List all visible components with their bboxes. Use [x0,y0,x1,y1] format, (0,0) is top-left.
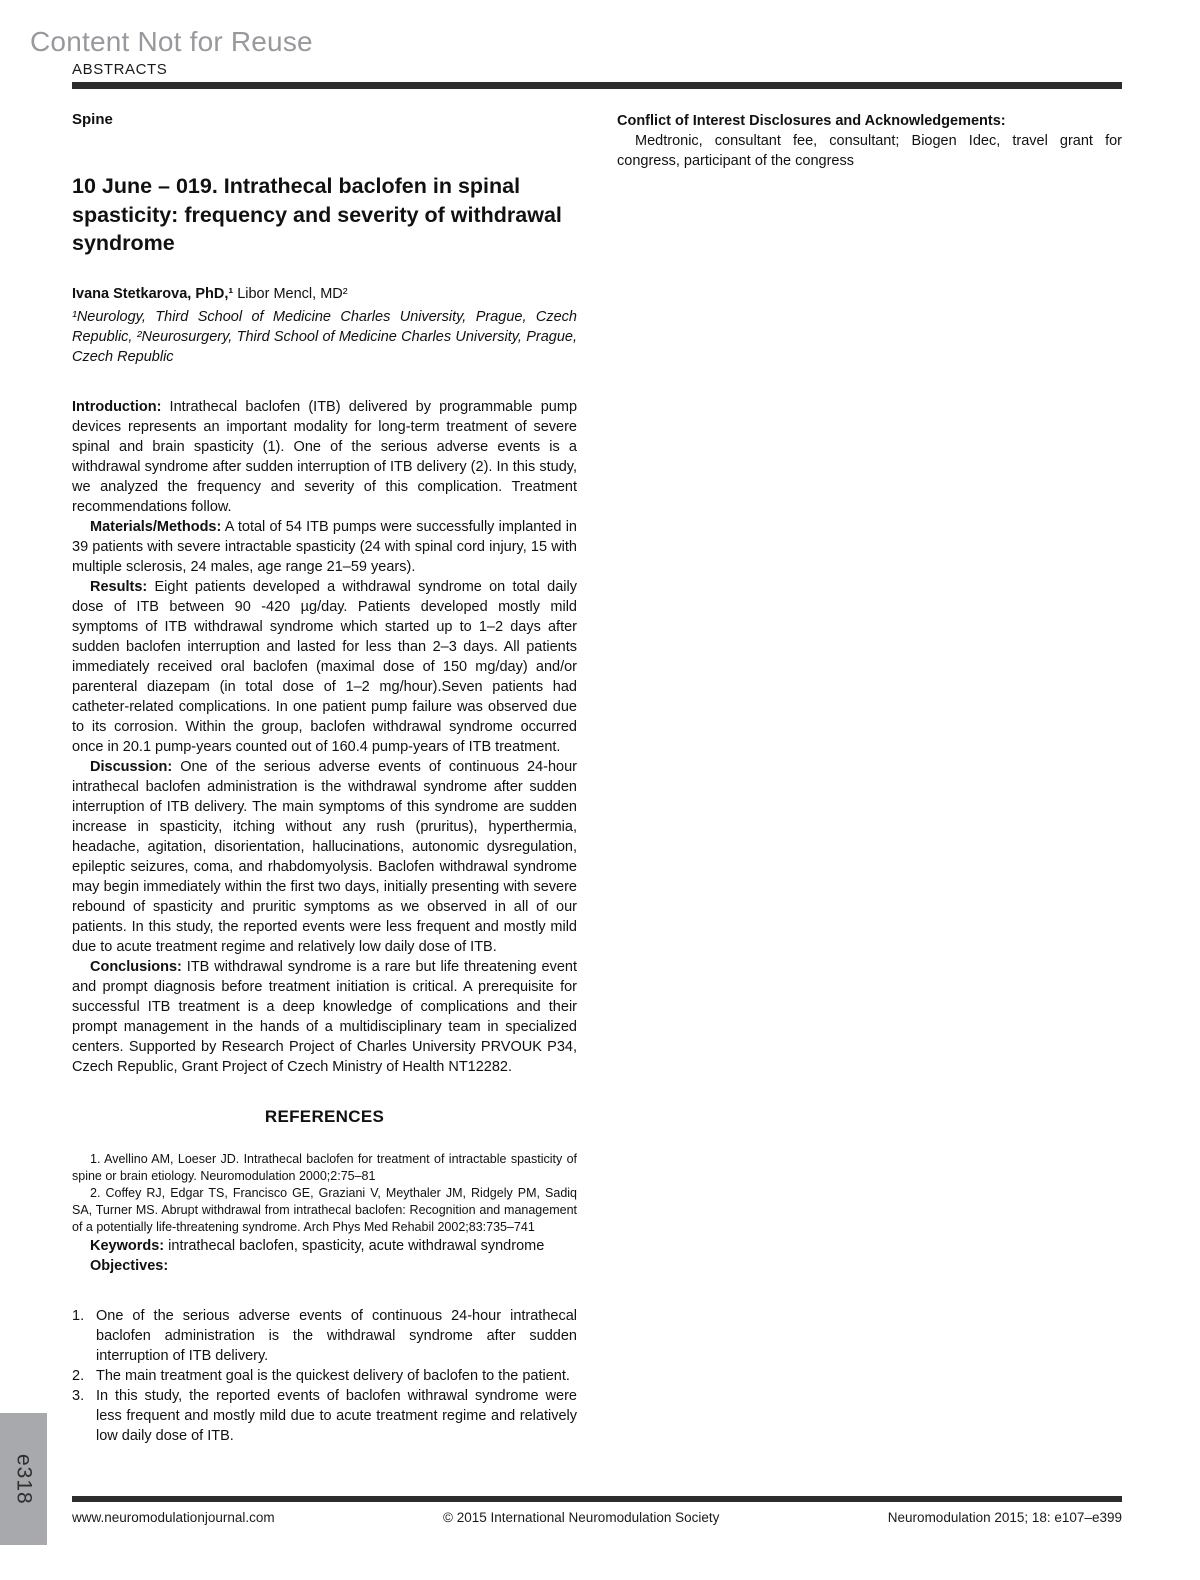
objective-number-1: 1. [72,1307,85,1324]
disclosures-column [617,105,1122,1446]
paragraph-introduction-label: Introduction: [72,398,162,415]
author-secondary: Libor Mencl, MD² [233,285,348,302]
footer-copyright: © 2015 International Neuromodulation Society [443,1510,720,1525]
objective-number-3: 3. [72,1387,85,1404]
paragraph-discussion [72,757,577,957]
paragraph-results [72,577,577,757]
page-number-tab [0,1413,47,1545]
paragraph-discussion-label: Discussion: [90,758,173,775]
objective-number-2: 2. [72,1367,85,1384]
paragraph-materials-methods-label: Materials/Methods: [90,518,222,535]
objective-item-2 [72,1366,577,1386]
paragraph-introduction [72,397,577,517]
objective-item-3 [72,1386,577,1446]
page-number: e318 [12,1453,36,1505]
objective-text-3: In this study, the reported events of baclofen withrawal syndrome were less frequent and mostly mild due to acute treatment regime and relatively low daily dose of ITB. [96,1387,577,1444]
objective-text-2: The main treatment goal is the quickest delivery of baclofen to the patient. [96,1367,570,1384]
author-line [72,284,577,304]
objectives-label: Objectives: [90,1257,169,1274]
paragraph-materials-methods [72,517,577,577]
reference-item-2: 2. Coffey RJ, Edgar TS, Francisco GE, Graziani V, Meythaler JM, Ridgely PM, Sadiq SA, Turner MS. Abrupt withdrawal from intrathecal baclofen: Recognition and management of a potentially life-threatening syndrome. Arch Phys Med Rehabil 2002;83:735–741 [72,1185,577,1234]
objective-item-1 [72,1306,577,1366]
page-footer [72,1510,1122,1525]
footer-journal-url[interactable]: www.neuromodulationjournal.com [72,1510,275,1525]
paragraph-conclusions-text: ITB withdrawal syndrome is a rare but life threatening event and prompt diagnosis before treatment initiation is critical. A prerequisite for successful ITB treatment is a deep knowledge of complications and their prompt management in the hands of a multidisciplinary team in specialized centers. Supported by Research Project of Charles University PRVOUK P34, Czech Republic, Grant Project of Czech Ministry of Health NT12282. [72,958,578,1075]
paragraph-discussion-text: One of the serious adverse events of continuous 24-hour intrathecal baclofen administration is the withdrawal syndrome after sudden interruption of ITB delivery. The main symptoms of this syndrome are sudden increase in spasticity, itching without any rush (pruritus), hyperthermia, headache, agitation, disorientation, hallucinations, autonomic dysregulation, epileptic seizures, coma, and rhabdomyolysis. Baclofen withdrawal syndrome may begin immediately within the first two days, initially presenting with severe rebound of spasticity and pruritic symptoms as we observed in all of our patients. In this study, the reported events were less frequent and mostly mild due to acute treatment regime and relatively low daily dose of ITB. [72,758,577,955]
paragraph-introduction-text: Intrathecal baclofen (ITB) delivered by programmable pump devices represents an important modality for long-term treatment of severe spinal and brain spasticity (1). One of the serious adverse events is a withdrawal syndrome after sudden interruption of ITB delivery (2). In this study, we analyzed the frequency and severity of this complication. Treatment recommendations follow. [72,398,578,515]
section-label: ABSTRACTS [72,61,168,78]
reference-item-1: 1. Avellino AM, Loeser JD. Intrathecal baclofen for treatment of intractable spasticity of spine or brain etiology. Neuromodulation 2000;2:75–81 [72,1151,577,1183]
watermark-text: Content Not for Reuse [30,26,313,57]
paragraph-conclusions-label: Conclusions: [90,958,182,975]
author-primary: Ivana Stetkarova, PhD,¹ [72,285,234,302]
disclosures-heading: Conflict of Interest Disclosures and Acknowledgements: [617,113,1006,129]
paragraph-conclusions [72,957,577,1077]
footer-citation: Neuromodulation 2015; 18: e107–e399 [887,1510,1122,1525]
disclosures-text: Medtronic, consultant fee, consultant; Biogen Idec, travel grant for congress, participant of the congress [617,133,1122,169]
paragraph-results-label: Results: [90,578,148,595]
page-content [72,105,1122,1446]
paragraph-materials-methods-text: A total of 54 ITB pumps were successfully implanted in 39 patients with severe intractable spasticity (24 with spinal cord injury, 15 with multiple sclerosis, 24 males, age range 21–59 years). [72,518,577,575]
keywords-label: Keywords: [90,1237,165,1254]
keywords-line [72,1236,577,1256]
top-rule-divider [72,82,1122,89]
affiliations-line: ¹Neurology, Third School of Medicine Charles University, Prague, Czech Republic, ²Neurosurgery, Third School of Medicine Charles University, Prague, Czech Republic [72,308,577,365]
paragraph-results-text: Eight patients developed a withdrawal syndrome on total daily dose of ITB between 90 -420 µg/day. Patients developed mostly mild symptoms of ITB withdrawal syndrome which started up to 1–2 days after sudden baclofen interruption and lasted for less than 2–3 days. All patients immediately received oral baclofen (maximal dose of 150 mg/day) and/or parenteral diazepam (in total dose of 1–2 mg/hour).Seven patients had catheter-related complications. In one patient pump failure was observed due to its corrosion. Within the group, baclofen withdrawal syndrome occurred once in 20.1 pump-years counted out of 160.4 pump-years of ITB treatment. [72,578,577,755]
objectives-label-line [72,1256,577,1276]
keywords-text: intrathecal baclofen, spasticity, acute withdrawal syndrome [168,1237,545,1254]
references-heading: REFERENCES [264,1106,385,1126]
objectives-list [72,1306,577,1446]
topic-label: Spine [72,111,113,128]
article-column [72,105,577,1446]
bottom-rule-divider [72,1496,1122,1502]
objective-text-1: One of the serious adverse events of continuous 24-hour intrathecal baclofen administration is the withdrawal syndrome after sudden interruption of ITB delivery. [96,1307,577,1364]
article-title: 10 June – 019. Intrathecal baclofen in spinal spasticity: frequency and severity of withdrawal syndrome [72,174,562,256]
